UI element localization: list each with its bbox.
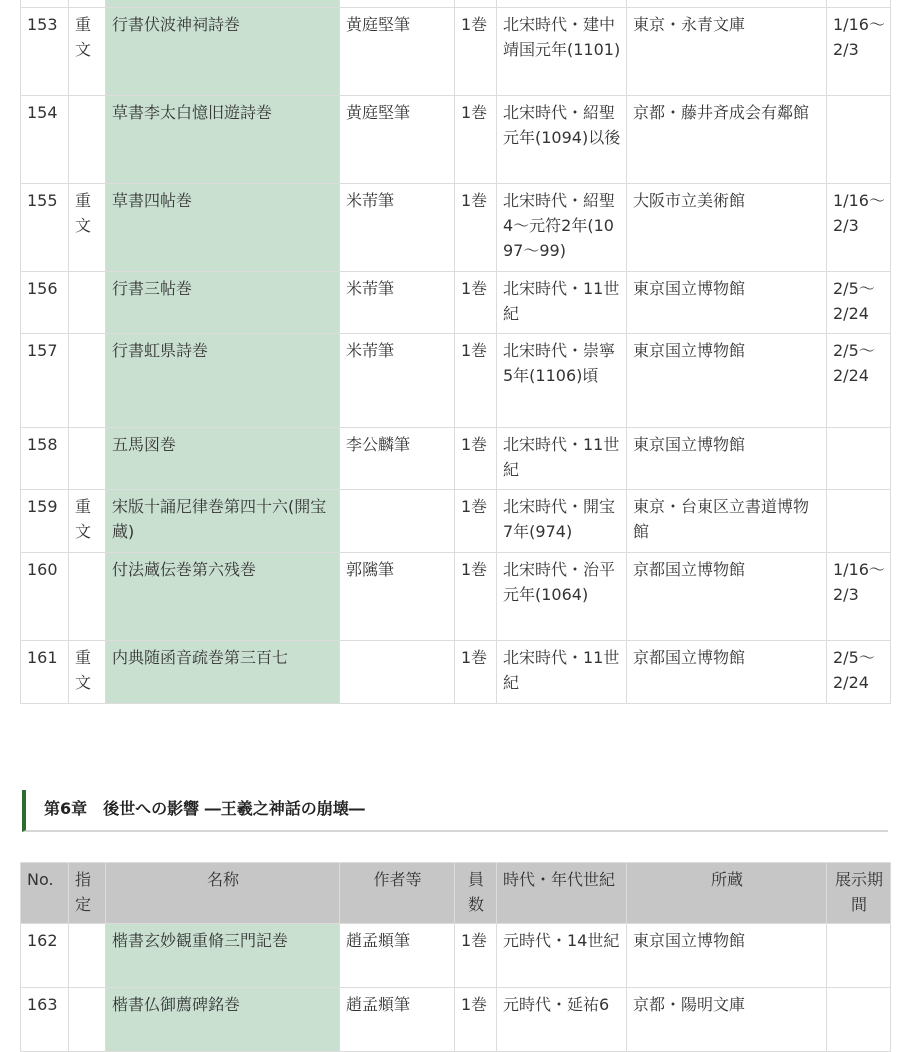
- cell-no: 159: [21, 490, 69, 553]
- table-row: [21, 272, 891, 334]
- cell-owner: 東京・永青文庫: [627, 8, 827, 96]
- cell-designation: [69, 428, 106, 490]
- table-row: [21, 184, 891, 272]
- header-designation: 指定: [69, 863, 106, 924]
- cell-owner: 東京国立博物館: [627, 334, 827, 428]
- cell-designation: [69, 988, 106, 1052]
- cell-no: 163: [21, 988, 69, 1052]
- cell-designation: 重文: [69, 641, 106, 704]
- cell-period: 元時代・延祐6: [497, 988, 627, 1052]
- cell-name: 行書三帖巻: [106, 272, 340, 334]
- table-row: [21, 490, 891, 553]
- cell-name: 楷書玄妙観重脩三門記巻: [106, 924, 340, 988]
- table-row: [21, 96, 891, 184]
- cell-name: 付法蔵伝巻第六残巻: [106, 553, 340, 641]
- cell-period: 北宋時代・治平元年(1064): [497, 553, 627, 641]
- header-no: No.: [21, 863, 69, 924]
- cell-display: [827, 490, 891, 553]
- cell-display: [827, 924, 891, 988]
- cell-display: 1/16〜2/3: [827, 184, 891, 272]
- cell-owner: 京都・陽明文庫: [627, 988, 827, 1052]
- table-row-partial: [21, 0, 891, 8]
- cell-author: 李公麟筆: [340, 428, 455, 490]
- cell-display: 1/16〜2/3: [827, 553, 891, 641]
- cell-owner: 東京国立博物館: [627, 924, 827, 988]
- cell-designation: [69, 272, 106, 334]
- cell-period: 元時代・14世紀: [497, 924, 627, 988]
- cell-display: 2/5〜2/24: [827, 641, 891, 704]
- table-header-row: [21, 863, 891, 924]
- cell-count: 1巻: [455, 641, 497, 704]
- cell-designation: [69, 96, 106, 184]
- cell-no: 160: [21, 553, 69, 641]
- cell-no: 161: [21, 641, 69, 704]
- cell-author: 趙孟頫筆: [340, 988, 455, 1052]
- cell-owner: 京都国立博物館: [627, 553, 827, 641]
- cell-owner: 東京・台東区立書道博物館: [627, 490, 827, 553]
- cell-name: 楷書仏御薦碑銘巻: [106, 988, 340, 1052]
- header-display: 展示期間: [827, 863, 891, 924]
- cell-name: 草書李太白憶旧遊詩巻: [106, 96, 340, 184]
- cell-author: 米芾筆: [340, 272, 455, 334]
- cell-no: 162: [21, 924, 69, 988]
- table-row: [21, 8, 891, 96]
- table-row: [21, 988, 891, 1052]
- cell-count: 1巻: [455, 490, 497, 553]
- cell-count: 1巻: [455, 334, 497, 428]
- cell-designation: 重文: [69, 8, 106, 96]
- exhibit-table-chapter6: [20, 862, 891, 1052]
- cell-no: 155: [21, 184, 69, 272]
- cell-no: 154: [21, 96, 69, 184]
- cell-count: 1巻: [455, 272, 497, 334]
- cell-author: [340, 641, 455, 704]
- cell-name: 宋版十誦尼律巻第四十六(開宝蔵): [106, 490, 340, 553]
- cell-period: 北宋時代・11世紀: [497, 641, 627, 704]
- cell-owner: 大阪市立美術館: [627, 184, 827, 272]
- cell-name: 行書伏波神祠詩巻: [106, 8, 340, 96]
- cell-display: [827, 988, 891, 1052]
- table-row: [21, 924, 891, 988]
- cell-count: 1巻: [455, 8, 497, 96]
- cell-name: 内典随函音疏巻第三百七: [106, 641, 340, 704]
- cell-count: 1巻: [455, 553, 497, 641]
- cell-no: 156: [21, 272, 69, 334]
- cell-owner: 京都国立博物館: [627, 641, 827, 704]
- cell-author: 黄庭堅筆: [340, 8, 455, 96]
- cell-designation: [69, 334, 106, 428]
- cell-display: [827, 96, 891, 184]
- table-row: [21, 334, 891, 428]
- cell-count: 1巻: [455, 428, 497, 490]
- cell-no: 158: [21, 428, 69, 490]
- header-count: 員数: [455, 863, 497, 924]
- cell-designation: [69, 553, 106, 641]
- cell-display: 1/16〜2/3: [827, 8, 891, 96]
- header-author: 作者等: [340, 863, 455, 924]
- header-owner: 所蔵: [627, 863, 827, 924]
- cell-author: 米芾筆: [340, 334, 455, 428]
- cell-period: 北宋時代・紹聖4〜元符2年(1097〜99): [497, 184, 627, 272]
- cell-name: 草書四帖巻: [106, 184, 340, 272]
- cell-author: [340, 490, 455, 553]
- cell-period: 北宋時代・建中靖国元年(1101): [497, 8, 627, 96]
- cell-period: 北宋時代・11世紀: [497, 272, 627, 334]
- exhibit-table-chapter5: [20, 0, 891, 704]
- cell-count: 1巻: [455, 988, 497, 1052]
- cell-period: 北宋時代・崇寧5年(1106)頃: [497, 334, 627, 428]
- cell-period: 北宋時代・開宝7年(974): [497, 490, 627, 553]
- cell-designation: [69, 924, 106, 988]
- cell-display: [827, 428, 891, 490]
- cell-count: 1巻: [455, 184, 497, 272]
- cell-count: 1巻: [455, 924, 497, 988]
- cell-author: 趙孟頫筆: [340, 924, 455, 988]
- table-row: [21, 641, 891, 704]
- header-period: 時代・年代世紀: [497, 863, 627, 924]
- cell-owner: 東京国立博物館: [627, 428, 827, 490]
- cell-designation: 重文: [69, 490, 106, 553]
- cell-period: 北宋時代・紹聖元年(1094)以後: [497, 96, 627, 184]
- cell-author: 米芾筆: [340, 184, 455, 272]
- cell-owner: 京都・藤井斉成会有鄰館: [627, 96, 827, 184]
- cell-period: 北宋時代・11世紀: [497, 428, 627, 490]
- cell-author: 郭隲筆: [340, 553, 455, 641]
- header-name: 名称: [106, 863, 340, 924]
- cell-count: 1巻: [455, 96, 497, 184]
- table-row: [21, 553, 891, 641]
- cell-display: 2/5〜2/24: [827, 272, 891, 334]
- cell-name: 五馬図巻: [106, 428, 340, 490]
- chapter-heading: 第6章 後世への影響 ―王羲之神話の崩壊―: [22, 790, 888, 832]
- cell-author: 黄庭堅筆: [340, 96, 455, 184]
- cell-display: 2/5〜2/24: [827, 334, 891, 428]
- cell-designation: 重文: [69, 184, 106, 272]
- cell-owner: 東京国立博物館: [627, 272, 827, 334]
- cell-name: 行書虹県詩巻: [106, 334, 340, 428]
- cell-no: 153: [21, 8, 69, 96]
- table-row: [21, 428, 891, 490]
- cell-no: 157: [21, 334, 69, 428]
